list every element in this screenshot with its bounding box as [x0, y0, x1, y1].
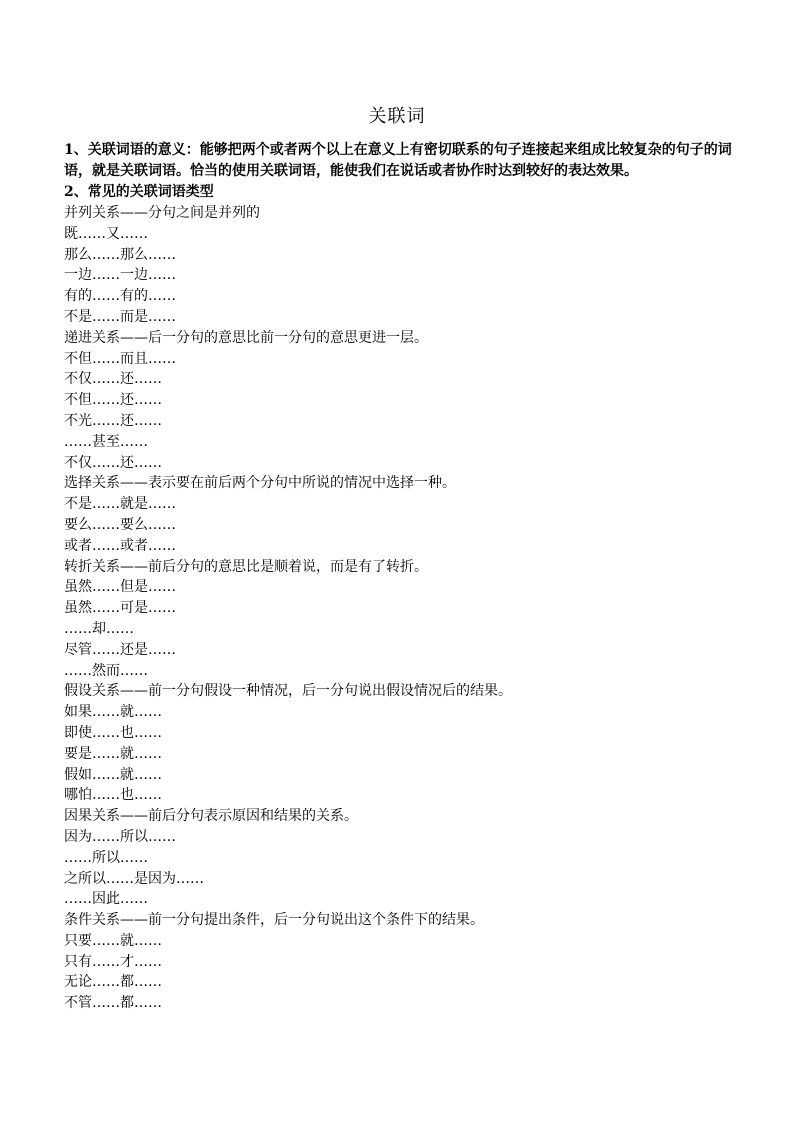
page-title: 关联词 — [368, 106, 426, 127]
conjunction-pair: 有的……有的…… — [64, 288, 176, 305]
intro-paragraph-1: 1、关联词语的意义：能够把两个或者两个以上在意义上有密切联系的句子连接起来组成比较复杂的句子的词语，就是关联词语。恰当的使用关联词语，能使我们在说话或者协作时达到较好的表达效果。 — [64, 142, 732, 179]
conjunction-pair: 只有……才…… — [64, 953, 162, 970]
conjunction-pair: ……所以…… — [64, 849, 148, 866]
category-heading: 并列关系——分句之间是并列的 — [64, 205, 260, 221]
conjunction-pair: 不但……而且…… — [64, 350, 176, 367]
conjunction-pair: 不仅……还…… — [64, 454, 162, 471]
conjunction-pair: 既……又…… — [64, 225, 148, 242]
intro-paragraph-2: 2、常见的关联词语类型 — [64, 184, 214, 200]
category-heading: 选择关系——表示要在前后两个分句中所说的情况中选择一种。 — [64, 475, 456, 492]
conjunction-pair: 如果……就…… — [64, 704, 162, 721]
conjunction-pair: 或者……或者…… — [64, 537, 176, 554]
conjunction-pair: 不光……还…… — [64, 412, 162, 429]
document-body — [64, 140, 734, 1014]
conjunction-pair: 不是……而是…… — [64, 308, 176, 325]
conjunction-pair: 因为……所以…… — [64, 828, 176, 845]
conjunction-pair: ……因此…… — [64, 891, 148, 908]
category-heading: 递进关系——后一分句的意思比前一分句的意思更进一层。 — [64, 329, 428, 346]
category-block-hypothesis — [64, 681, 734, 806]
conjunction-pair: ……然而…… — [64, 662, 148, 679]
conjunction-pair: 即使……也…… — [64, 724, 162, 741]
conjunction-pair: 不管……都…… — [64, 995, 162, 1012]
conjunction-pair: 哪怕……也…… — [64, 787, 162, 804]
conjunction-pair: 无论……都…… — [64, 974, 162, 991]
conjunction-pair: 一边……一边…… — [64, 267, 176, 284]
category-block-condition — [64, 910, 734, 1014]
conjunction-pair: 虽然……可是…… — [64, 600, 176, 617]
category-block-choice — [64, 473, 734, 556]
conjunction-pair: 不是……就是…… — [64, 496, 176, 513]
category-heading: 因果关系——前后分句表示原因和结果的关系。 — [64, 808, 358, 825]
category-block-progressive — [64, 328, 734, 474]
category-heading: 假设关系——前一分句假设一种情况，后一分句说出假设情况后的结果。 — [64, 683, 512, 700]
conjunction-pair: 要么……要么…… — [64, 516, 176, 533]
conjunction-pair: 只要……就…… — [64, 932, 162, 949]
conjunction-pair: 那么……那么…… — [64, 246, 176, 263]
category-heading: 条件关系——前一分句提出条件，后一分句说出这个条件下的结果。 — [64, 912, 484, 929]
conjunction-pair: ……甚至…… — [64, 433, 148, 450]
category-block-contrast — [64, 557, 734, 682]
conjunction-pair: 虽然……但是…… — [64, 579, 176, 596]
category-heading: 转折关系——前后分句的意思比是顺着说，而是有了转折。 — [64, 558, 428, 575]
conjunction-pair: 之所以……是因为…… — [64, 870, 204, 887]
conjunction-pair: 不但……还…… — [64, 392, 162, 409]
conjunction-pair: 要是……就…… — [64, 745, 162, 762]
conjunction-pair: ……却…… — [64, 620, 134, 637]
category-block-parallel — [64, 203, 734, 328]
conjunction-pair: 假如……就…… — [64, 766, 162, 783]
conjunction-pair: 不仅……还…… — [64, 371, 162, 388]
category-block-causal — [64, 806, 734, 910]
conjunction-pair: 尽管……还是…… — [64, 641, 176, 658]
